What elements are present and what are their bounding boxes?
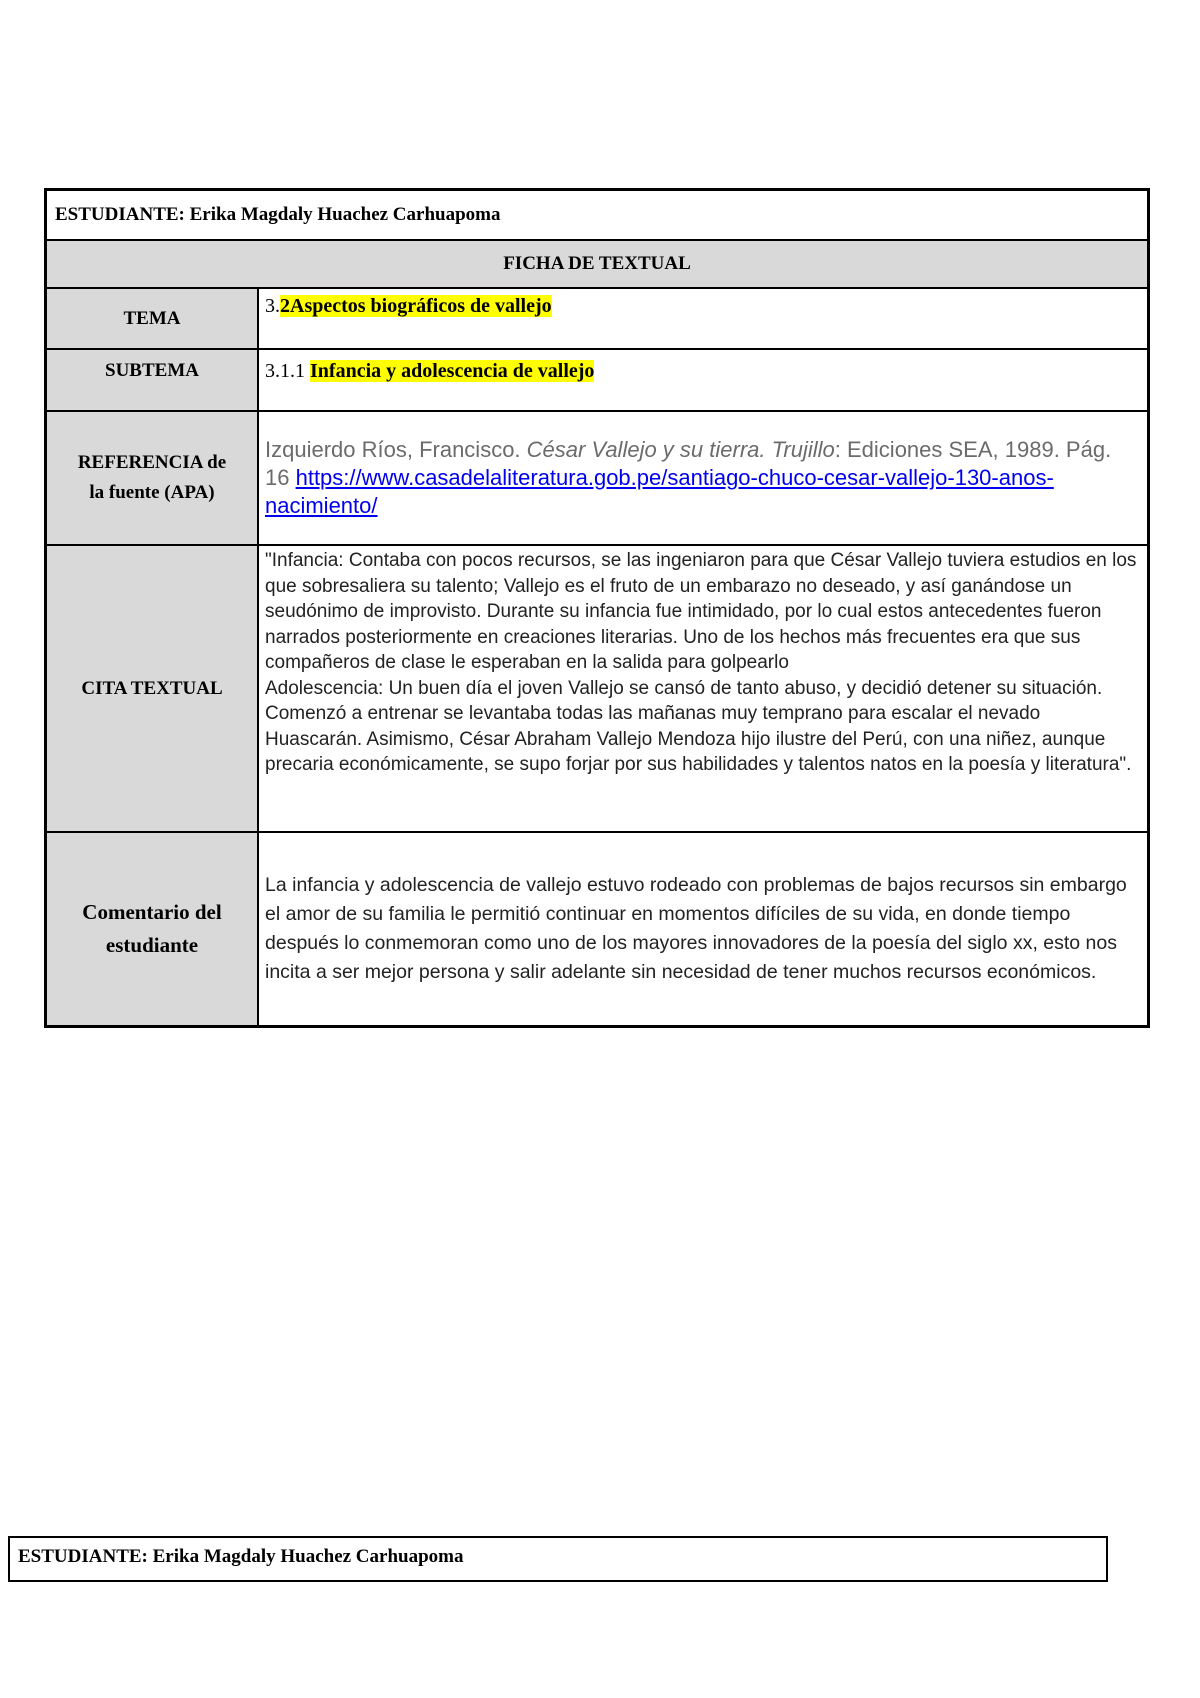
tema-value	[258, 288, 1149, 349]
subtema-label	[46, 349, 259, 411]
cita-value	[258, 545, 1149, 832]
referencia-author: Izquierdo Ríos, Francisco.	[265, 437, 527, 462]
student-name-cell	[46, 190, 1149, 241]
tema-label-text: TEMA	[123, 307, 181, 329]
cita-paragraph-2: Adolescencia: Un buen día el joven Vallejo se cansó de tanto abuso, y decidió detener su situación. Comenzó a entrenar se levantaba todas las mañanas muy temprano para escalar el nevado Huascarán. Asimismo, César Abraham Vallejo Mendoza hijo ilustre del Perú, con una niñez, aunque precaria económicamente, se supo forjar por sus habilidades y talentos natos en la poesía y literatura".	[265, 677, 1132, 775]
ficha-textual-table	[44, 188, 1150, 1028]
comentario-label-line2: estudiante	[105, 932, 199, 957]
ficha-title-cell	[46, 240, 1149, 288]
student-name: ESTUDIANTE: Erika Magdaly Huachez Carhuapoma	[55, 204, 501, 225]
referencia-label-line2: la fuente (APA)	[89, 482, 215, 503]
tema-label	[46, 288, 259, 349]
referencia-label-line1: REFERENCIA de	[77, 452, 227, 473]
cita-paragraph-1: "Infancia: Contaba con pocos recursos, se las ingeniaron para que César Vallejo tuviera estudios en los que sobresaliera su talento; Vallejo es el fruto de un embarazo no deseado, y así ganándose un seudónimo de improvisto. Durante su infancia fue intimidado, por lo cual estos antecedentes fueron narrados posteriormente en creaciones literarias. Uno de los hechos más frecuentes era que sus compañeros de clase le esperaban en la salida para golpearlo	[265, 550, 1137, 673]
referencia-title: César Vallejo y su tierra. Trujillo	[526, 437, 835, 462]
footer-student-box	[8, 1536, 1108, 1582]
subtema-prefix: 3.1.1	[265, 360, 310, 382]
tema-prefix: 3.	[265, 295, 280, 317]
referencia-publisher: : Ediciones SEA, 1989. Pág. 16	[265, 437, 1112, 490]
referencia-url-link[interactable]: https://www.casadelaliteratura.gob.pe/santiago-chuco-cesar-vallejo-130-anos-nacimiento/	[265, 465, 1054, 518]
subtema-value	[258, 349, 1149, 411]
comentario-text: La infancia y adolescencia de vallejo estuvo rodeado con problemas de bajos recursos sin embargo el amor de su familia le permitió continuar en momentos difíciles de su vida, en donde tiempo después lo conmemoran como uno de los mayores innovadores de la poesía del siglo xx, esto nos incita a ser mejor persona y salir adelante sin necesidad de tener muchos recursos económicos.	[265, 873, 1127, 983]
comentario-value	[258, 832, 1149, 1026]
referencia-label	[46, 411, 259, 545]
comentario-label-line1: Comentario del	[82, 899, 222, 924]
comentario-label	[46, 832, 259, 1026]
tema-highlight: 2Aspectos biográficos de vallejo	[280, 295, 552, 317]
cita-label	[46, 545, 259, 832]
subtema-highlight: Infancia y adolescencia de vallejo	[310, 360, 595, 382]
referencia-value	[258, 411, 1149, 545]
subtema-label-text: SUBTEMA	[105, 360, 199, 381]
footer-student-name: ESTUDIANTE: Erika Magdaly Huachez Carhuapoma	[18, 1546, 464, 1567]
ficha-title: FICHA DE TEXTUAL	[503, 253, 691, 274]
cita-label-text: CITA TEXTUAL	[81, 677, 223, 699]
